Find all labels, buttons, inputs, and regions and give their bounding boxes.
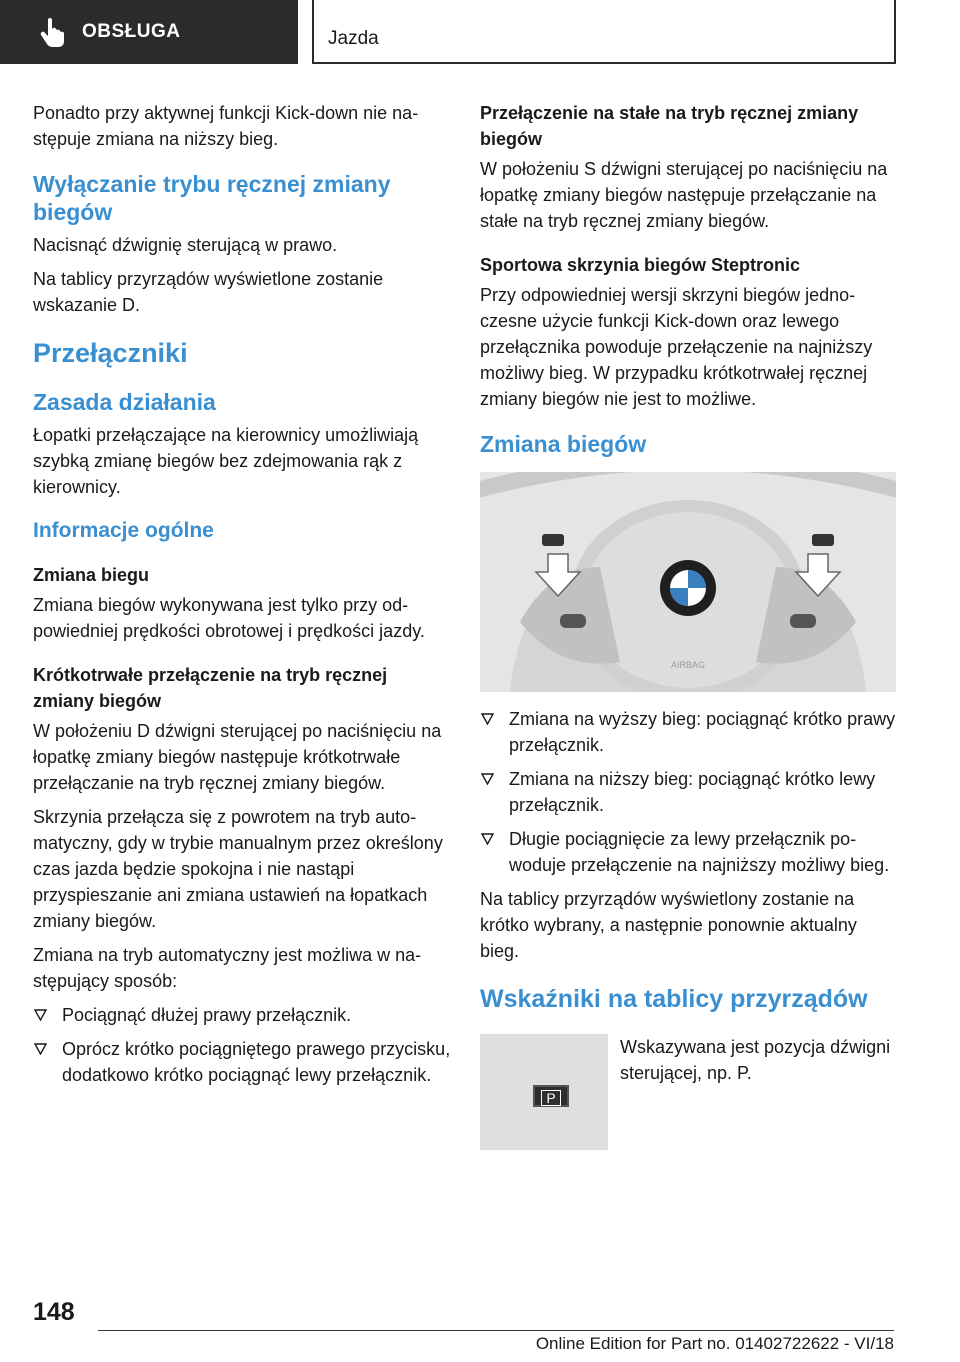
heading-general-info: Informacje ogólne (33, 519, 214, 542)
heading-switches: Przełączniki (33, 338, 188, 368)
hand-pointer-icon (40, 17, 66, 47)
footer-divider (98, 1330, 894, 1331)
heading-permanent-manual: Przełączenie na stałe na tryb ręcznej zmiany biegów (480, 103, 859, 149)
instrument-display-image (480, 1034, 608, 1150)
display-paragraph: Na tablicy przyrządów wyświetlony zostanie na krótko wybrany, a następnie ponownie aktualny bieg. (480, 889, 857, 961)
heading-gear-change: Zmiana biegu (33, 565, 150, 585)
gear-p-indicator: P (533, 1085, 569, 1107)
chapter-title: Jazda (312, 0, 896, 64)
permanent-paragraph: W położeniu S dźwigni sterującej po naciśnięciu na łopatkę zmiany biegów następuje przełączanie na stałe na tryb ręcznej zmiany biegów. (480, 159, 888, 231)
list-item: Długie pociągnięcie za lewy przełącznik powoduje przełączenie na najniższy możliwy bieg. (480, 826, 898, 878)
sport-paragraph: Przy odpowiedniej wersji skrzyni biegów jednoczesne użycie funkcji Kick-down oraz lewego przełącznika powoduje przełączenie na najniższy możliwy bieg. W przypadku krótkotrwałej ręcznej zmiany biegów nie jest to możliwe. (480, 285, 873, 409)
list-item: Pociągnąć dłużej prawy przełącznik. (33, 1002, 451, 1028)
triangle-bullet-icon (34, 1043, 47, 1055)
disable-paragraph-1: Nacisnąć dźwignię sterującą w prawo. (33, 235, 338, 255)
triangle-bullet-icon (481, 713, 494, 725)
page-number: 148 (33, 1298, 75, 1326)
left-column (33, 100, 451, 1096)
auto-mode-list (33, 1002, 451, 1088)
short-paragraph-1: W położeniu D dźwigni sterującej po naciśnięciu na łopatkę zmiany biegów następuje krótkotrwałe przełączanie na tryb ręcznej zmiany biegów. (33, 721, 442, 793)
gear-change-list (480, 706, 898, 878)
gear-change-paragraph: Zmiana biegów wykonywana jest tylko przy odpowiedniej prędkości obrotowej i prędkości jazdy. (33, 595, 425, 641)
heading-indicators: Wskaźniki na tablicy przyrządów (480, 985, 868, 1013)
triangle-bullet-icon (34, 1009, 47, 1021)
airbag-label: AIRBAG (670, 660, 706, 670)
footer-edition: Online Edition for Part no. 01402722622 - VI/18 (535, 1334, 894, 1353)
triangle-bullet-icon (481, 833, 494, 845)
intro-paragraph: Ponadto przy aktywnej funkcji Kick-down nie następuje zmiana na niższy bieg. (33, 103, 419, 149)
heading-sport-steptronic: Sportowa skrzynia biegów Steptronic (480, 255, 801, 275)
principle-paragraph: Łopatki przełączające na kierownicy umożliwiają szybką zmianę biegów bez zdejmowania rąk z kierownicy. (33, 425, 419, 497)
heading-disable-manual: Wyłączanie trybu ręcznej zmiany biegów (33, 171, 391, 225)
steering-wheel-illustration (480, 472, 896, 692)
right-column (480, 100, 898, 1150)
list-item: Zmiana na niższy bieg: pociągnąć krótko lewy przełącznik. (480, 766, 898, 818)
list-item: Oprócz krótko pociągniętego prawego przycisku, dodatkowo krótko pociągnąć lewy przełącznik. (33, 1036, 451, 1088)
list-item: Zmiana na wyższy bieg: pociągnąć krótko prawy przełącznik. (480, 706, 898, 758)
section-tab-label: OBSŁUGA (82, 21, 181, 42)
heading-principle: Zasada działania (33, 389, 216, 415)
indicator-row (480, 1034, 898, 1150)
heading-short-manual: Krótkotrwałe przełączenie na tryb ręcznej zmiany biegów (33, 665, 388, 711)
short-paragraph-3: Zmiana na tryb automatyczny jest możliwa w następujący sposób: (33, 945, 422, 991)
heading-gear-shifting: Zmiana biegów (480, 431, 647, 457)
section-tab (0, 0, 298, 64)
triangle-bullet-icon (481, 773, 494, 785)
disable-paragraph-2: Na tablicy przyrządów wyświetlone zostanie wskazanie D. (33, 269, 384, 315)
short-paragraph-2: Skrzynia przełącza się z powrotem na tryb automatyczny, gdy w trybie manualnym przez określony czas jazda będzie spokojna i nie nastąpi przyspieszanie ani zmiana ustawień na łopatkach zmiany biegów. (33, 807, 443, 931)
indicator-paragraph: Wskazywana jest pozycja dźwigni sterującej, np. P. (620, 1037, 891, 1083)
